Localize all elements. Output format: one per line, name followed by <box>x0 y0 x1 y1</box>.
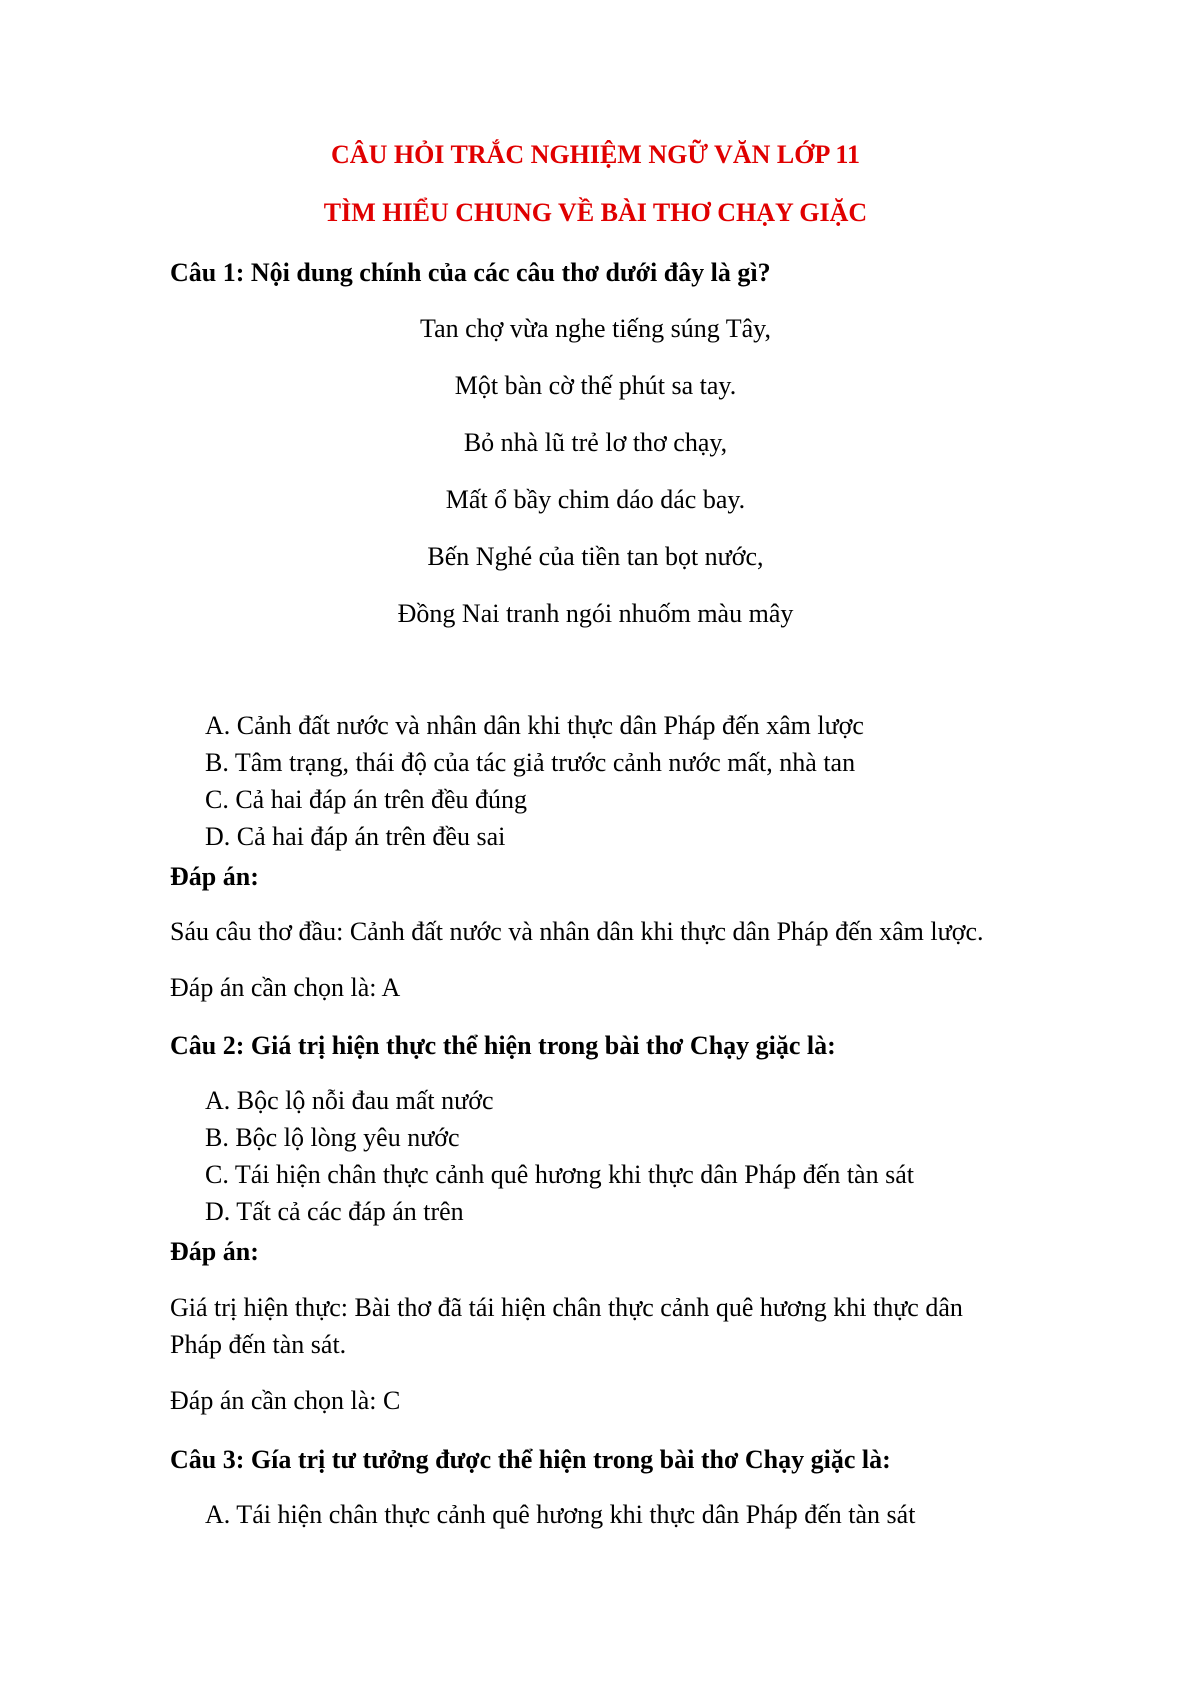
q1-option-a: A. Cảnh đất nước và nhân dân khi thực dân Pháp đến xâm lược <box>205 711 864 740</box>
document-subtitle: TÌM HIỂU CHUNG VỀ BÀI THƠ CHẠY GIẶC <box>323 198 868 227</box>
poem-line: Bỏ nhà lũ trẻ lơ thơ chạy, <box>463 428 728 457</box>
q2-option-b: B. Bộc lộ lòng yêu nước <box>205 1123 460 1152</box>
q2-option-c: C. Tái hiện chân thực cảnh quê hương khi thực dân Pháp đến tàn sát <box>205 1160 914 1189</box>
q2-answer: Đáp án cần chọn là: C <box>170 1386 401 1415</box>
question-3: Câu 3: Gía trị tư tưởng được thể hiện trong bài thơ Chạy giặc là: <box>170 1445 891 1474</box>
question-1: Câu 1: Nội dung chính của các câu thơ dưới đây là gì? <box>170 258 771 287</box>
q1-option-b: B. Tâm trạng, thái độ của tác giả trước cảnh nước mất, nhà tan <box>205 748 856 777</box>
poem-line: Mất ổ bầy chim dáo dác bay. <box>445 485 746 514</box>
q1-answer-label: Đáp án: <box>170 862 259 891</box>
q1-option-d: D. Cả hai đáp án trên đều sai <box>205 822 506 851</box>
q1-option-c: C. Cả hai đáp án trên đều đúng <box>205 785 528 814</box>
q2-explanation-line1: Giá trị hiện thực: Bài thơ đã tái hiện chân thực cảnh quê hương khi thực dân <box>170 1293 963 1322</box>
poem-line: Đồng Nai tranh ngói nhuốm màu mây <box>397 599 794 628</box>
poem-line: Một bàn cờ thế phút sa tay. <box>454 371 737 400</box>
q2-option-a: A. Bộc lộ nỗi đau mất nước <box>205 1086 494 1115</box>
q1-explanation: Sáu câu thơ đầu: Cảnh đất nước và nhân dân khi thực dân Pháp đến xâm lược. <box>170 917 984 946</box>
q2-explanation-line2: Pháp đến tàn sát. <box>170 1330 347 1359</box>
q2-answer-label: Đáp án: <box>170 1237 259 1266</box>
q1-answer: Đáp án cần chọn là: A <box>170 973 401 1002</box>
poem-line: Bến Nghé của tiền tan bọt nước, <box>427 542 764 571</box>
poem-line: Tan chợ vừa nghe tiếng súng Tây, <box>420 314 771 343</box>
document-title: CÂU HỎI TRẮC NGHIỆM NGỮ VĂN LỚP 11 <box>331 140 860 169</box>
q3-option-a: A. Tái hiện chân thực cảnh quê hương khi thực dân Pháp đến tàn sát <box>205 1500 916 1529</box>
question-2: Câu 2: Giá trị hiện thực thể hiện trong bài thơ Chạy giặc là: <box>170 1031 836 1060</box>
q2-option-d: D. Tất cả các đáp án trên <box>205 1197 464 1226</box>
